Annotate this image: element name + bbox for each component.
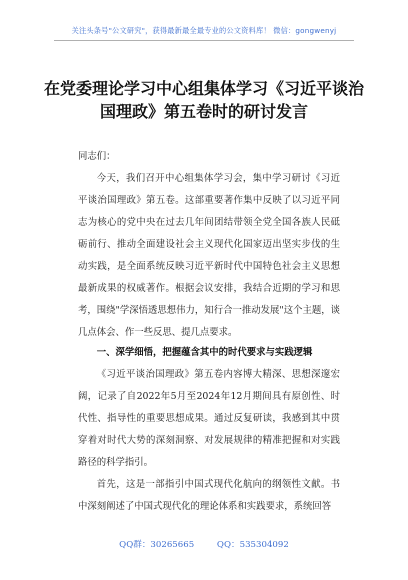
header-divider (54, 40, 354, 41)
footer-contact (0, 538, 408, 550)
paragraph-intro: 今天，我们召开中心组集体学习会，集中学习研讨《习近平谈治国理政》第五卷。这部重要著作集中反映了以习近平同志为核心的党中央在过去几年间团结带领全党全国各族人民砥砺前行、推动全面建设社会主义现代化国家迈出坚实步伐的生动实践，是全面系统反映习近平新时代中国特色社会主义思想最新成果的权威著作。根据会议安排，我结合近期的学习和思考，围绕"学深悟透思想伟力，知行合一推动发展"这个主题，谈几点体会、作一些反思、提几点要求。 (78, 173, 340, 338)
section-heading-1: 一、深学细悟，把握蕴含其中的时代要求与实践逻辑 (96, 347, 313, 358)
salutation: 同志们： (78, 151, 116, 162)
footer-qq: QQ：535304092 (216, 540, 289, 550)
document-title: 在党委理论学习中心组集体学习《习近平谈治国理政》第五卷时的研讨发言 (43, 79, 364, 121)
paragraph-section1: 《习近平谈治国理政》第五卷内容博大精深、思想深邃宏阔，记录了自2022年5月至2024年12月期间具有原创性、时代性、指导性的重要思想成果。通过反复研读，我感到其中贯穿着对时代大势的深刻洞察、对发展规律的精准把握和对实践路径的科学指引。 (78, 369, 340, 468)
paragraph-first-point: 首先，这是一部指引中国式现代化航向的纲领性文献。书中深刻阐述了中国式现代化的理论体系和实践要求，系统回答 (78, 479, 340, 512)
footer-qq-group: QQ群：30265665 (119, 540, 195, 550)
header-banner: 关注头条号"公文研究"，获得最新最全最专业的公文资料库！ 微信：gongwenyj (71, 26, 337, 35)
